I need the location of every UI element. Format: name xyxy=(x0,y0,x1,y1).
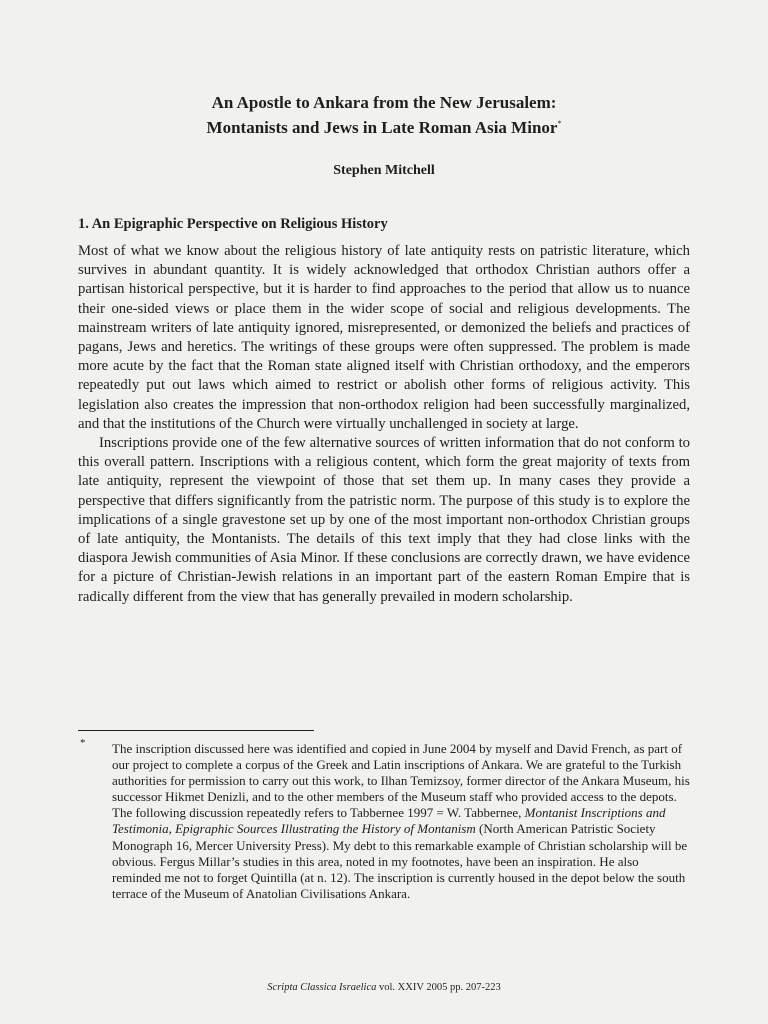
footnote xyxy=(112,741,690,902)
footnote-ref-marker[interactable]: * xyxy=(557,119,562,128)
footnote-text-b: (North American Patristic Society Monograph 16, Mercer University Press). My debt to this remarkable example of Christian scholarship will be obvious. Fergus Millar’s studies in this area, noted in my footnotes, have been an inspiration. He also reminded me not to forget Quintilla (at n. 12). The inscription is currently housed in the depot below the south terrace of the Museum of Anatolian Civilisations Ankara. xyxy=(112,821,688,901)
paragraph-2: Inscriptions provide one of the few alternative sources of written information that do not conform to this overall pattern. Inscriptions with a religious content, which form the great majority of texts from late antiquity, represent the viewpoint of those that set them up. In many cases they provide a perspective that differs significantly from the patristic norm. The purpose of this study is to explore the implications of a single gravestone set up by one of the most important non-orthodox Christian groups of late antiquity, the Montanists. The details of this text imply that they had close links with the diaspora Jewish communities of Asia Minor. If these conclusions are correctly drawn, we have evidence for a picture of Christian-Jewish relations in an important part of the eastern Roman Empire that is radically different from the view that has generally prevailed in modern scholarship. xyxy=(78,435,690,605)
footnote-divider xyxy=(78,730,314,731)
title-line-2 xyxy=(78,113,690,138)
article-title xyxy=(78,92,690,138)
title-line-2-text: Montanists and Jews in Late Roman Asia Minor xyxy=(206,118,558,137)
author-name: Stephen Mitchell xyxy=(333,163,435,178)
footnote-text xyxy=(112,741,690,902)
body-text xyxy=(78,242,690,607)
footnote-book-title: Montanist Inscriptions and Testimonia, Epigraphic Sources Illustrating the History of Montanism xyxy=(112,805,666,837)
page-footer xyxy=(78,981,690,994)
footnote-marker: * xyxy=(80,737,86,749)
journal-name: Scripta Classica Israelica xyxy=(267,982,377,993)
paragraph-1: Most of what we know about the religious history of late antiquity rests on patristic literature, which survives in abundant quantity. It is widely acknowledged that orthodox Christian authors offer a partisan historical perspective, but it is harder to find approaches to the period that allow us to nuance their one-sided views or place them in the wider scope of social and religious developments. The mainstream writers of late antiquity ignored, misrepresented, or demonized the beliefs and practices of pagans, Jews and heretics. The writings of these groups were often suppressed. The problem is made more acute by the fact that the Roman state aligned itself with Christian orthodoxy, and the emperors repeatedly put out laws which aimed to restrict or abolish other forms of religious activity. This legislation also creates the impression that non-orthodox religion had been successfully marginalized, and that the institutions of the Church were virtually unchallenged in society at large. xyxy=(78,243,690,432)
section-heading: 1. An Epigraphic Perspective on Religious History xyxy=(78,216,388,232)
footnote-text-a: The inscription discussed here was identified and copied in June 2004 by myself and David French, as part of our project to complete a corpus of the Greek and Latin inscriptions of Ankara. We are grateful to the Turkish authorities for permission to carry out this work, to Ilhan Temizsoy, former director of the Ankara Museum, his successor Hikmet Denizli, and to the other members of the Museum staff who provided access to the depots. The following discussion repeatedly refers to Tabbernee 1997 = W. Tabbernee, xyxy=(112,741,690,821)
journal-citation: vol. XXIV 2005 pp. 207-223 xyxy=(376,982,501,993)
title-line-1: An Apostle to Ankara from the New Jerusalem: xyxy=(211,93,557,112)
